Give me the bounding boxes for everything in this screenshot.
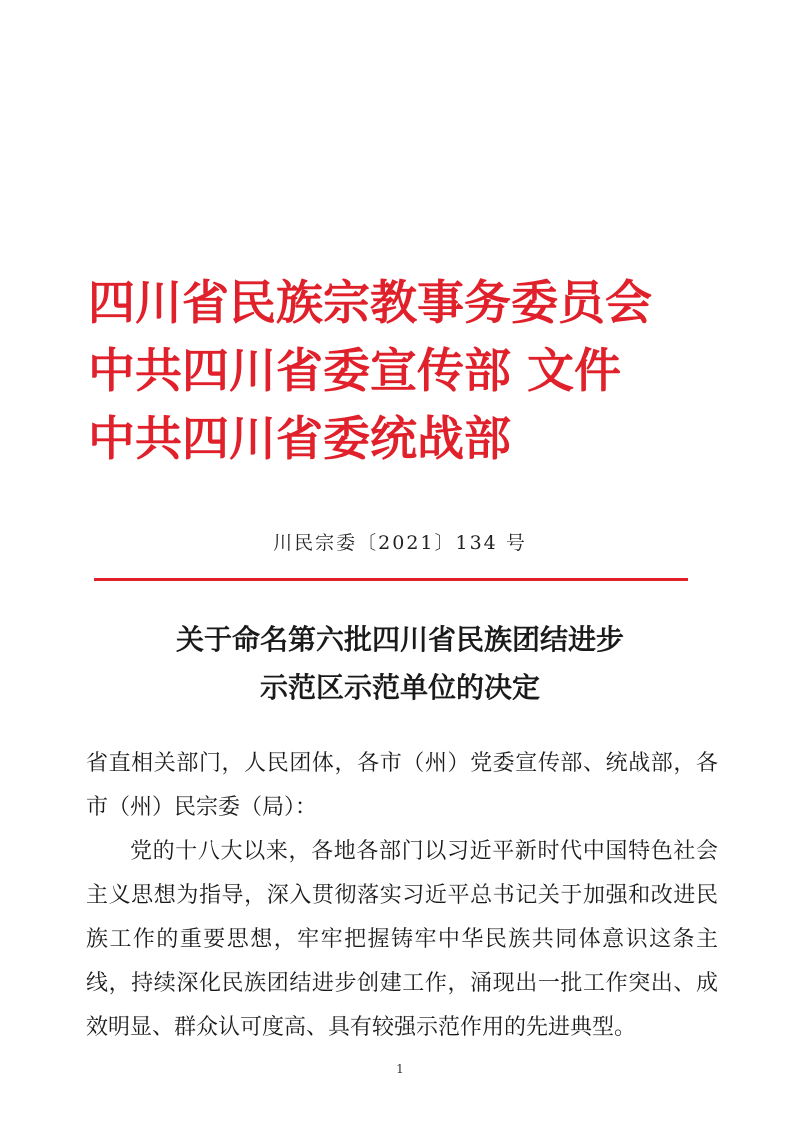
issuer-line-1 bbox=[88, 270, 728, 338]
document-body bbox=[86, 742, 718, 1050]
body-paragraph: 党的十八大以来，各地各部门以习近平新时代中国特色社会主义思想为指导，深入贯彻落实习近平总书记关于加强和改进民族工作的重要思想，牢牢把握铸牢中华民族共同体意识这条主线，持续深化民族团结进步创建工作，涌现出一批工作突出、成效明显、群众认可度高、具有较强示范作用的先进典型。 bbox=[86, 839, 718, 1040]
issuer-united-front-department: 中共四川省委统战部 bbox=[88, 412, 511, 467]
issuing-authorities-header bbox=[88, 270, 728, 474]
document-title bbox=[0, 616, 800, 712]
issuer-propaganda-department: 中共四川省委宣传部 bbox=[88, 344, 511, 399]
issuer-line-3 bbox=[88, 406, 728, 474]
document-number: 川民宗委〔2021〕134 号 bbox=[273, 532, 527, 554]
title-line-2: 示范区示范单位的决定 bbox=[259, 671, 540, 704]
red-divider-line bbox=[94, 578, 688, 581]
page-number: 1 bbox=[396, 1062, 404, 1076]
salutation: 省直相关部门，人民团体，各市（州）党委宣传部、统战部，各市（州）民宗委（局）： bbox=[86, 751, 718, 820]
issuer-line-2 bbox=[88, 338, 728, 406]
issuer-ethnic-religious-affairs-commission: 四川省民族宗教事务委员会 bbox=[88, 276, 652, 331]
title-line-1: 关于命名第六批四川省民族团结进步 bbox=[175, 623, 624, 656]
document-type-label: 文件 bbox=[527, 344, 621, 399]
